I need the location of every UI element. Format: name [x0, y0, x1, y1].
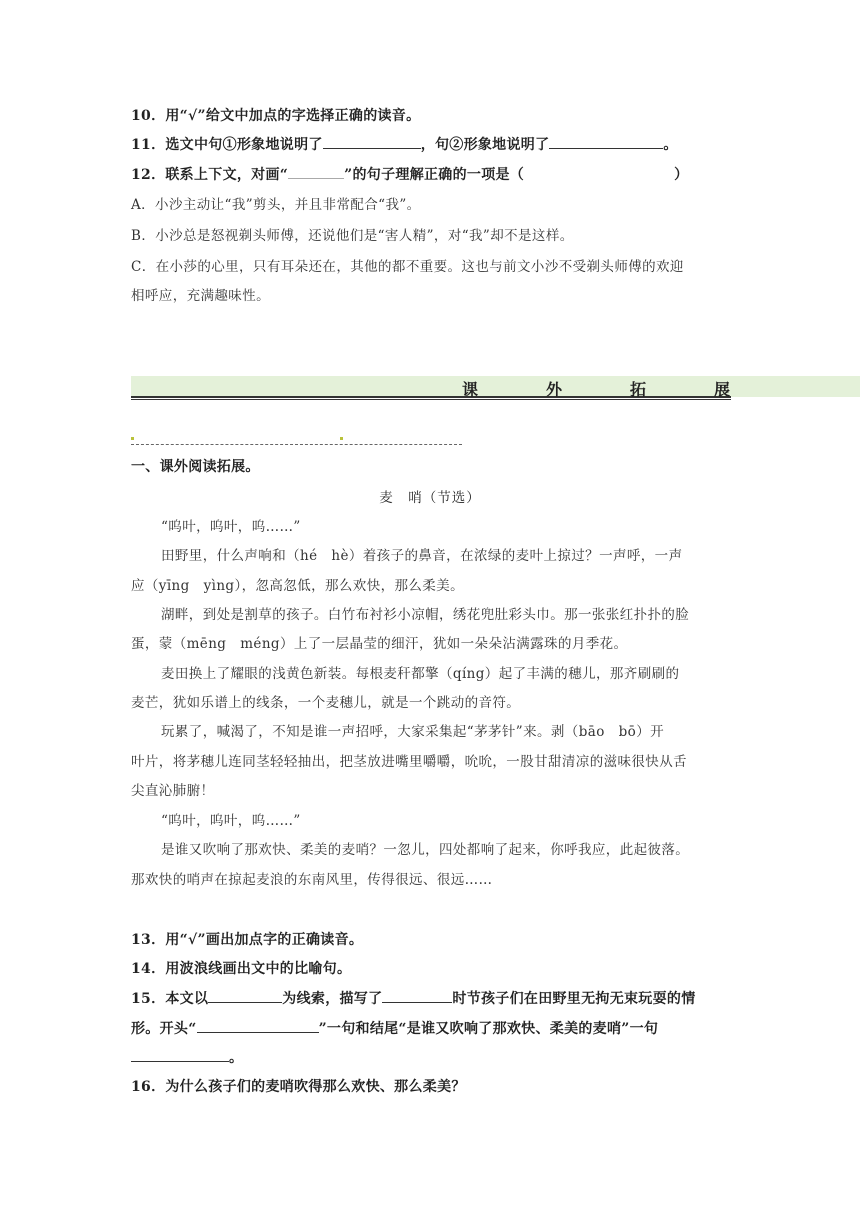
question-16: 16．为什么孩子们的麦哨吹得那么欢快、那么柔美？ — [131, 1079, 466, 1095]
essay-paragraph: 麦田换上了耀眼的浅黄色新装。每根麦秆都擎（qíng）起了丰满的穗儿，那齐刷刷的 — [161, 666, 680, 682]
question-12 — [131, 164, 688, 184]
question-11-text-c: 。 — [663, 137, 678, 153]
question-15-text-b: 为线索，描写了 — [282, 991, 383, 1007]
question-12-text-b: ”的句子理解正确的一项是（ — [344, 167, 525, 183]
section-title-char: 拓 — [630, 380, 647, 399]
essay-paragraph: 麦芒，犹如乐谱上的线条，一个麦穗儿，就是一个跳动的音符。 — [131, 695, 521, 711]
question-15-line2 — [131, 1018, 658, 1038]
question-11 — [131, 134, 678, 154]
answer-blank[interactable] — [131, 1047, 229, 1062]
question-11-text-a: 11．选文中句①形象地说明了 — [131, 137, 323, 153]
essay-paragraph: “呜叶，呜叶，呜……” — [161, 813, 301, 829]
marker-dot — [131, 437, 134, 440]
question-12-text-c: ） — [674, 167, 689, 183]
essay-paragraph: 是谁又吹响了那欢快、柔美的麦哨？一忽儿，四处都响了起来，你呼我应，此起彼落。 — [161, 842, 690, 858]
question-15-text-a: 15．本文以 — [131, 991, 209, 1007]
part-1-heading: 一、课外阅读拓展。 — [131, 459, 260, 475]
marker-dot — [340, 437, 343, 440]
essay-title: 麦 哨（节选） — [379, 490, 481, 506]
option-c-line1[interactable]: C．在小莎的心里，只有耳朵还在，其他的都不重要。这也与前文小沙不受剃头师傅的欢迎 — [131, 259, 684, 275]
essay-paragraph: 湖畔，到处是割草的孩子。白竹布衬衫小凉帽，绣花兜肚彩头巾。那一张张红扑扑的脸 — [161, 607, 690, 623]
essay-paragraph: 田野里，什么声响和（hé hè）着孩子的鼻音，在浓绿的麦叶上掠过？一声呼，一声 — [161, 548, 683, 564]
essay-paragraph: 叶片，将茅穗儿连同茎轻轻抽出，把茎放进嘴里嚼嚼，吮吮，一股甘甜清凉的滋味很快从舌 — [131, 754, 687, 770]
essay-paragraph: “呜叶，呜叶，呜……” — [161, 519, 301, 535]
answer-blank[interactable] — [197, 1018, 319, 1033]
question-10: 10．用“√”给文中加点的字选择正确的读音。 — [131, 108, 421, 124]
section-title-char: 展 — [714, 380, 731, 399]
answer-blank[interactable] — [208, 988, 282, 1003]
question-15-text-f: 。 — [229, 1050, 244, 1066]
essay-paragraph: 那欢快的哨声在掠起麦浪的东南风里，传得很远、很远…… — [131, 872, 493, 888]
essay-paragraph: 尖直沁肺腑！ — [131, 783, 215, 799]
dashed-divider — [131, 444, 462, 445]
answer-blank[interactable] — [323, 134, 421, 149]
question-11-text-b: ，句②形象地说明了 — [420, 137, 550, 153]
option-a[interactable]: A．小沙主动让“我”剪头，并且非常配合“我”。 — [131, 197, 421, 213]
question-15-text-c: 时节孩子们在田野里无拘无束玩耍的情 — [452, 991, 696, 1007]
answer-blank[interactable] — [382, 988, 452, 1003]
question-15-text-d: 形。开头“ — [131, 1021, 197, 1037]
question-15 — [131, 988, 696, 1008]
essay-paragraph: 应（yīng yìng），忽高忽低，那么欢快，那么柔美。 — [131, 578, 465, 594]
section-title-char: 外 — [546, 380, 563, 399]
question-13: 13．用“√”画出加点字的正确读音。 — [131, 932, 364, 948]
question-15-text-e: ”一句和结尾“是谁又吹响了那欢快、柔美的麦哨”一句 — [318, 1021, 659, 1037]
question-14: 14．用波浪线画出文中的比喻句。 — [131, 961, 352, 977]
option-b[interactable]: B．小沙总是怒视剃头师傅，还说他们是“害人精”，对“我”却不是这样。 — [131, 228, 574, 244]
essay-paragraph: 玩累了，喊渴了，不知是谁一声招呼，大家采集起“茅茅针”来。剥（bāo bō）开 — [161, 724, 664, 740]
question-12-text-a: 12．联系上下文，对画“ — [131, 167, 289, 183]
section-header-band — [131, 376, 860, 397]
question-15-line3 — [131, 1047, 243, 1067]
answer-blank[interactable] — [549, 134, 663, 149]
underline-mark — [288, 166, 344, 179]
option-c-line2: 相呼应，充满趣味性。 — [131, 288, 270, 304]
essay-paragraph: 蛋，蒙（mēng méng）上了一层晶莹的细汗，犹如一朵朵沾满露珠的月季花。 — [131, 636, 628, 652]
section-title-char: 课 — [462, 380, 479, 399]
